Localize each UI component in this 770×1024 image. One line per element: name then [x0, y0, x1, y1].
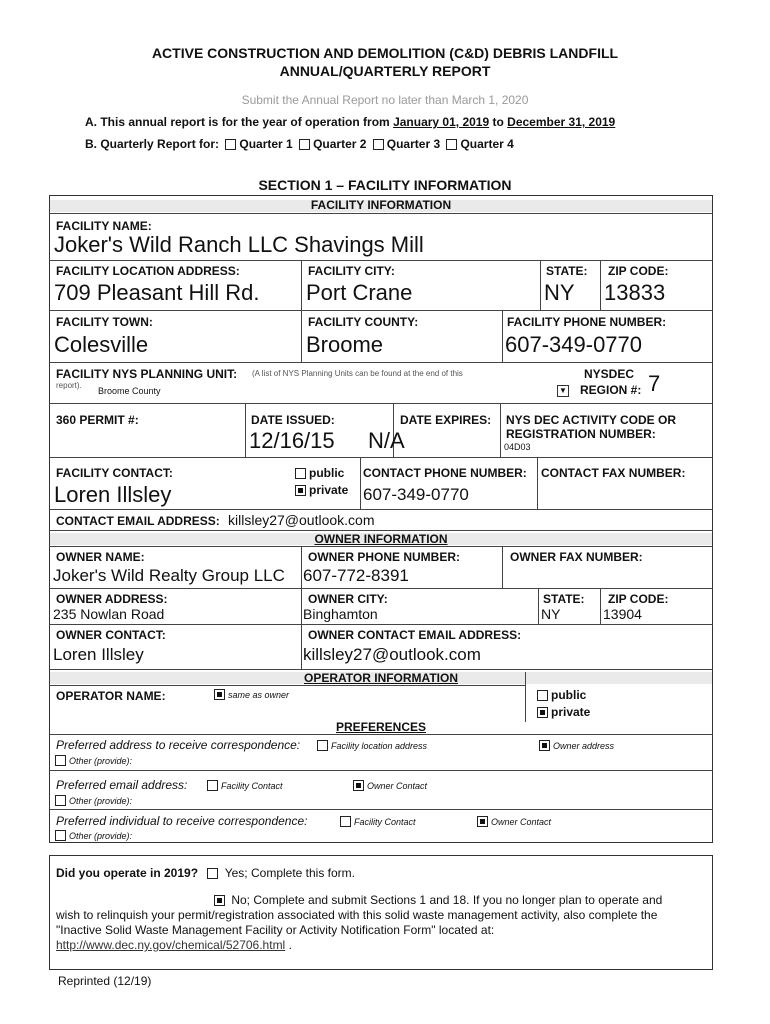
activity-code-label-1: NYS DEC ACTIVITY CODE OR — [506, 413, 677, 427]
operator-public — [534, 688, 586, 702]
operator-public-checkbox[interactable] — [537, 690, 548, 701]
facility-state-field[interactable]: NY — [544, 280, 575, 305]
operate-no-line1 — [211, 893, 662, 907]
operator-band-title — [50, 671, 712, 685]
pref-email-facility-label: Facility Contact — [221, 781, 283, 791]
pref-email-other — [52, 795, 132, 806]
quarter-3-checkbox[interactable] — [373, 139, 384, 150]
planning-unit-note-2: report). — [56, 381, 82, 390]
line-b — [85, 137, 514, 151]
pref-address-question: Preferred address to receive correspondence: — [56, 738, 301, 752]
owner-state-label: STATE: — [543, 592, 585, 606]
facility-name-label: FACILITY NAME: — [56, 219, 152, 233]
facility-contact-public — [292, 466, 344, 480]
facility-town-label: FACILITY TOWN: — [56, 315, 153, 329]
pref-individual-facility-label: Facility Contact — [354, 817, 416, 827]
operate-no-text-3: "Inactive Solid Waste Management Facility or Activity Notification Form" located at: — [56, 923, 495, 937]
facility-address-field[interactable]: 709 Pleasant Hill Rd. — [54, 280, 260, 305]
pref-individual-facility-checkbox[interactable] — [340, 816, 351, 827]
operator-name-label: OPERATOR NAME: — [56, 689, 166, 703]
region-label-2: REGION #: — [580, 383, 642, 397]
inactive-form-link[interactable]: http://www.dec.ny.gov/chemical/52706.html — [56, 938, 286, 952]
operate-question-text: Did you operate in 2019? — [56, 866, 199, 880]
facility-name-field[interactable]: Joker's Wild Ranch LLC Shavings Mill — [54, 232, 424, 257]
pref-facility-location-label: Facility location address — [331, 741, 428, 751]
contact-fax-label: CONTACT FAX NUMBER: — [541, 466, 686, 480]
pref-email-owner-label: Owner Contact — [367, 781, 428, 791]
owner-phone-label: OWNER PHONE NUMBER: — [308, 550, 460, 564]
owner-contact-label: OWNER CONTACT: — [56, 628, 166, 642]
pref-email-question: Preferred email address: — [56, 778, 188, 792]
owner-address-field[interactable]: 235 Nowlan Road — [53, 606, 165, 622]
owner-band-title-text: OWNER INFORMATION — [314, 532, 448, 546]
region-label-1: NYSDEC — [584, 367, 635, 381]
operator-private — [534, 705, 590, 719]
pref-address-other-label: Other (provide): — [69, 756, 133, 766]
section-title: SECTION 1 – FACILITY INFORMATION — [258, 177, 512, 193]
facility-zip-field[interactable]: 13833 — [604, 280, 666, 305]
contact-email-label: CONTACT EMAIL ADDRESS: — [56, 514, 220, 528]
contact-phone-field[interactable]: 607-349-0770 — [363, 485, 469, 504]
planning-unit-note-1: (A list of NYS Planning Units can be found at the end of this — [252, 369, 463, 378]
operate-no-checkbox[interactable] — [214, 895, 225, 906]
operate-yes-label: Yes; Complete this form. — [224, 866, 356, 880]
facility-contact-field[interactable]: Loren Illsley — [54, 482, 172, 507]
facility-band-title: FACILITY INFORMATION — [310, 198, 452, 212]
date-expires-label: DATE EXPIRES: — [400, 413, 492, 427]
pref-individual-other-label: Other (provide): — [69, 831, 133, 841]
activity-code-label-2: REGISTRATION NUMBER: — [506, 427, 656, 441]
owner-fax-label: OWNER FAX NUMBER: — [510, 550, 643, 564]
line-b-prefix: B. Quarterly Report for: — [85, 137, 220, 151]
pref-email-facility-checkbox[interactable] — [207, 780, 218, 791]
pref-owner-address-label: Owner address — [553, 741, 615, 751]
facility-state-label: STATE: — [546, 264, 588, 278]
pref-email-owner — [350, 780, 427, 791]
quarter-4-checkbox[interactable] — [446, 139, 457, 150]
owner-state-field[interactable]: NY — [541, 606, 561, 622]
owner-name-field[interactable]: Joker's Wild Realty Group LLC — [53, 566, 285, 585]
pref-owner-address — [536, 740, 614, 751]
preferences-band-title — [50, 720, 712, 734]
owner-zip-label: ZIP CODE: — [608, 592, 669, 606]
owner-name-label: OWNER NAME: — [56, 550, 145, 564]
facility-private-label: private — [309, 483, 349, 497]
facility-private-checkbox[interactable] — [295, 485, 306, 496]
operate-question — [56, 866, 355, 880]
submit-note: Submit the Annual Report no later than March 1, 2020 — [241, 93, 529, 107]
owner-city-field[interactable]: Binghamton — [303, 606, 378, 622]
activity-code-field[interactable]: 04D03 — [504, 442, 531, 452]
facility-phone-label: FACILITY PHONE NUMBER: — [507, 315, 667, 329]
operate-yes-checkbox[interactable] — [207, 868, 218, 879]
date-issued-label: DATE ISSUED: — [251, 413, 335, 427]
owner-city-label: OWNER CITY: — [308, 592, 388, 606]
pref-individual-question: Preferred individual to receive correspondence: — [56, 814, 308, 828]
facility-contact-label: FACILITY CONTACT: — [56, 466, 173, 480]
facility-city-field[interactable]: Port Crane — [306, 280, 413, 305]
quarter-1-checkbox[interactable] — [225, 139, 236, 150]
pref-address-other-checkbox[interactable] — [55, 755, 66, 766]
region-field[interactable]: 7 — [648, 371, 661, 396]
pref-facility-location — [314, 740, 427, 751]
owner-address-label: OWNER ADDRESS: — [56, 592, 168, 606]
facility-public-label: public — [309, 466, 345, 480]
line-a-to: to — [492, 115, 504, 129]
facility-county-field[interactable]: Broome — [306, 332, 384, 357]
pref-email-owner-checkbox[interactable] — [353, 780, 364, 791]
pref-owner-address-checkbox[interactable] — [539, 740, 550, 751]
operator-private-checkbox[interactable] — [537, 707, 548, 718]
facility-zip-label: ZIP CODE: — [608, 264, 669, 278]
pref-individual-owner-label: Owner Contact — [491, 817, 552, 827]
facility-phone-field[interactable]: 607-349-0770 — [505, 332, 643, 357]
pref-email-other-checkbox[interactable] — [55, 795, 66, 806]
facility-town-field[interactable]: Colesville — [54, 332, 149, 357]
owner-email-label: OWNER CONTACT EMAIL ADDRESS: — [308, 628, 522, 642]
quarter-3-label: Quarter 3 — [386, 137, 441, 151]
permit-label: 360 PERMIT #: — [56, 413, 139, 427]
owner-email-field[interactable]: killsley27@outlook.com — [303, 645, 481, 664]
same-as-owner-label: same as owner — [228, 690, 290, 700]
owner-phone-field[interactable]: 607-772-8391 — [303, 566, 409, 585]
facility-county-label: FACILITY COUNTY: — [308, 315, 419, 329]
planning-unit-field[interactable]: Broome County — [98, 386, 161, 396]
report-title-line2: ANNUAL/QUARTERLY REPORT — [279, 63, 491, 79]
owner-band-title — [50, 532, 712, 546]
facility-address-label: FACILITY LOCATION ADDRESS: — [56, 264, 240, 278]
pref-individual-other-checkbox[interactable] — [55, 830, 66, 841]
date-issued-field[interactable]: 12/16/15 — [249, 428, 335, 453]
year-from-date: January 01, 2019 — [393, 115, 490, 129]
line-a — [85, 115, 615, 129]
planning-unit-label: FACILITY NYS PLANNING UNIT: — [56, 367, 238, 381]
pref-address-other — [52, 755, 132, 766]
operator-private-label: private — [551, 705, 591, 719]
quarter-4-label: Quarter 4 — [460, 137, 514, 151]
pref-email-facility — [204, 780, 283, 791]
pref-facility-location-checkbox[interactable] — [317, 740, 328, 751]
pref-email-other-label: Other (provide): — [69, 796, 133, 806]
report-title-line1: ACTIVE CONSTRUCTION AND DEMOLITION (C&D) DEBRIS LANDFILL — [151, 45, 619, 61]
region-dropdown-arrow-icon[interactable]: ▼ — [557, 385, 569, 397]
quarter-2-checkbox[interactable] — [299, 139, 310, 150]
same-as-owner-checkbox[interactable] — [214, 689, 225, 700]
year-to-date: December 31, 2019 — [507, 115, 616, 129]
operate-link-suffix: . — [285, 938, 292, 952]
facility-city-label: FACILITY CITY: — [308, 264, 395, 278]
facility-contact-private — [292, 483, 348, 497]
reprinted-note: Reprinted (12/19) — [58, 974, 152, 988]
contact-email-field[interactable]: killsley27@outlook.com — [228, 512, 375, 528]
operate-no-text-1: No; Complete and submit Sections 1 and 18. If you no longer plan to operate and — [231, 893, 663, 907]
owner-zip-field[interactable]: 13904 — [603, 606, 642, 622]
contact-phone-label: CONTACT PHONE NUMBER: — [363, 466, 527, 480]
operate-no-text-2: wish to relinquish your permit/registration associated with this solid waste management activity, also complete the — [56, 908, 658, 922]
line-a-prefix: A. This annual report is for the year of operation from — [85, 115, 390, 129]
owner-contact-field[interactable]: Loren Illsley — [53, 645, 144, 664]
pref-individual-other — [52, 830, 132, 841]
pref-individual-owner — [474, 816, 551, 827]
operator-public-label: public — [551, 688, 587, 702]
operator-band-title-text: OPERATOR INFORMATION — [304, 671, 458, 685]
operator-same-as-owner — [211, 689, 289, 700]
pref-individual-facility — [337, 816, 416, 827]
quarter-1-label: Quarter 1 — [239, 137, 293, 151]
preferences-band-title-text: PREFERENCES — [335, 720, 427, 734]
quarter-2-label: Quarter 2 — [313, 137, 367, 151]
date-expires-field[interactable]: N/A — [368, 428, 405, 453]
facility-public-checkbox[interactable] — [295, 468, 306, 479]
pref-individual-owner-checkbox[interactable] — [477, 816, 488, 827]
operate-link-line — [56, 938, 292, 952]
